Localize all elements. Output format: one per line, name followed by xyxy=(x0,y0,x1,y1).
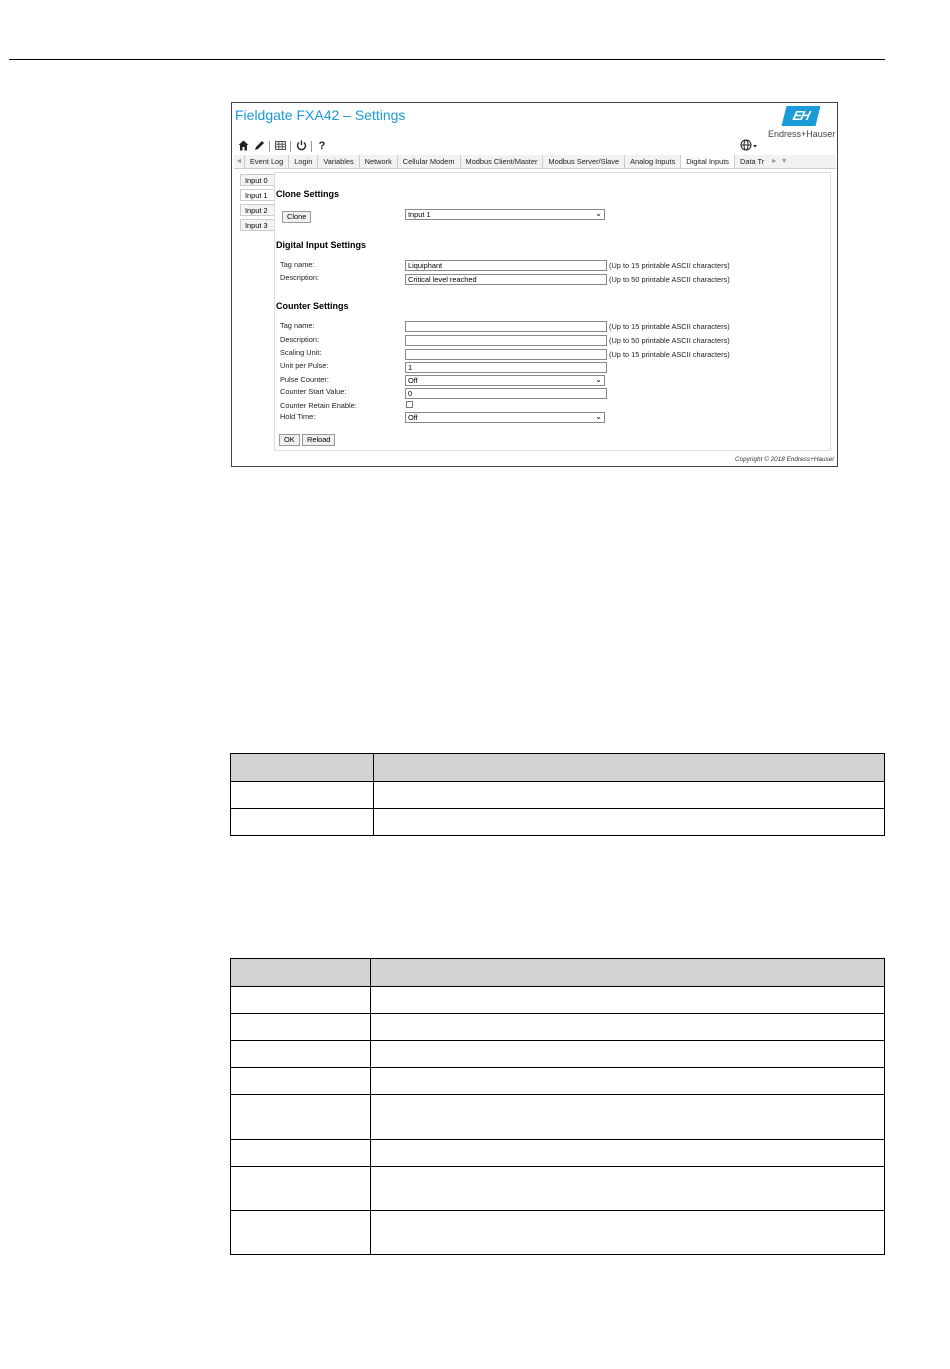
counter-description-label: Description: xyxy=(280,335,320,344)
clone-source-select[interactable] xyxy=(405,209,605,220)
digital-input-settings-heading: Digital Input Settings xyxy=(276,240,366,250)
language-selector[interactable] xyxy=(740,139,758,154)
counter-tag-name-input[interactable] xyxy=(405,321,607,332)
settings-tabs xyxy=(234,155,836,169)
scaling-unit-input[interactable] xyxy=(405,349,607,360)
table-cell xyxy=(231,1211,371,1255)
table-row xyxy=(231,1167,885,1211)
di-tag-name-label: Tag name: xyxy=(280,260,315,269)
counter-tag-name-label: Tag name: xyxy=(280,321,315,330)
di-description-hint: (Up to 50 printable ASCII characters) xyxy=(609,275,730,284)
ok-button[interactable]: OK xyxy=(279,434,300,446)
clone-button[interactable]: Clone xyxy=(282,211,311,223)
tabs-scroll-left-icon[interactable]: ◄ xyxy=(235,158,243,165)
counter-description-hint: (Up to 50 printable ASCII characters) xyxy=(609,336,730,345)
input-side-tabs xyxy=(240,174,274,234)
di-description-input[interactable]: Critical level reached xyxy=(405,274,607,285)
tabs-menu-icon[interactable]: ▼ xyxy=(780,158,788,165)
toolbar-separator xyxy=(269,141,270,152)
table-cell xyxy=(231,1140,371,1167)
tab-variables[interactable]: Variables xyxy=(317,155,358,168)
endress-hauser-logo xyxy=(768,106,838,142)
scaling-unit-hint: (Up to 15 printable ASCII characters) xyxy=(609,350,730,359)
copyright-text: Copyright © 2018 Endress+Hauser xyxy=(735,456,835,463)
di-tag-name-input[interactable]: Liquiphant xyxy=(405,260,607,271)
di-description-label: Description: xyxy=(280,273,320,282)
logo-text: Endress+Hauser xyxy=(768,129,836,139)
table-cell xyxy=(371,1014,885,1041)
unit-per-pulse-label: Unit per Pulse: xyxy=(280,361,329,370)
side-tab-input-1[interactable]: Input 1 xyxy=(240,189,274,201)
power-icon[interactable] xyxy=(295,140,307,152)
toolbar-separator xyxy=(290,141,291,152)
table-cell xyxy=(231,987,371,1014)
table-cell xyxy=(371,987,885,1014)
di-tag-name-hint: (Up to 15 printable ASCII characters) xyxy=(609,261,730,270)
table-row xyxy=(231,987,885,1014)
tab-data-transfer[interactable]: Data Tr xyxy=(734,155,769,168)
table-cell xyxy=(371,1041,885,1068)
tab-login[interactable]: Login xyxy=(288,155,317,168)
counter-retain-enable-label: Counter Retain Enable: xyxy=(280,401,357,410)
table-row xyxy=(231,1068,885,1095)
table-row xyxy=(231,1211,885,1255)
side-tab-input-0[interactable]: Input 0 xyxy=(240,174,274,186)
tab-analog-inputs[interactable]: Analog Inputs xyxy=(624,155,680,168)
counter-tag-name-hint: (Up to 15 printable ASCII characters) xyxy=(609,322,730,331)
clone-settings-heading: Clone Settings xyxy=(276,189,340,199)
table-row xyxy=(231,1014,885,1041)
table-2-header-cell xyxy=(231,959,371,987)
table-cell xyxy=(374,809,885,836)
tab-modbus-server-slave[interactable]: Modbus Server/Slave xyxy=(542,155,624,168)
chevron-down-icon: ⌄ xyxy=(595,375,602,384)
clone-source-value: Input 1 xyxy=(408,210,431,219)
tab-network[interactable]: Network xyxy=(359,155,397,168)
table-cell xyxy=(374,782,885,809)
app-title: Fieldgate FXA42 – Settings xyxy=(235,107,406,123)
table-2-header-cell xyxy=(371,959,885,987)
table-1 xyxy=(230,753,885,836)
table-cell xyxy=(231,1068,371,1095)
tab-cellular-modem[interactable]: Cellular Modem xyxy=(397,155,460,168)
counter-retain-enable-checkbox[interactable] xyxy=(406,401,413,408)
table-2 xyxy=(230,958,885,1255)
toolbar xyxy=(237,139,328,153)
reload-button[interactable]: Reload xyxy=(302,434,335,446)
logo-mark: EH xyxy=(782,106,821,126)
side-tab-input-2[interactable]: Input 2 xyxy=(240,204,274,216)
tab-event-log[interactable]: Event Log xyxy=(244,155,288,168)
counter-description-input[interactable] xyxy=(405,335,607,346)
table-1-header-cell xyxy=(374,754,885,782)
table-cell xyxy=(231,1095,371,1140)
table-cell xyxy=(371,1167,885,1211)
pulse-counter-select[interactable] xyxy=(405,375,605,386)
chevron-down-icon: ⌄ xyxy=(595,412,602,421)
table-row xyxy=(231,782,885,809)
grid-icon[interactable] xyxy=(274,140,286,152)
counter-start-value-input[interactable]: 0 xyxy=(405,388,607,399)
help-icon[interactable]: ? xyxy=(318,140,326,152)
chevron-down-icon: ⌄ xyxy=(595,209,602,218)
table-1-header-cell xyxy=(231,754,374,782)
table-1-header-row xyxy=(231,754,885,782)
table-cell xyxy=(231,1041,371,1068)
tabs-scroll-right-icon[interactable]: ► xyxy=(770,158,778,165)
hold-time-value: Off xyxy=(408,413,418,422)
pencil-icon[interactable] xyxy=(253,140,265,152)
page-top-rule xyxy=(9,59,885,60)
table-row xyxy=(231,1140,885,1167)
table-row xyxy=(231,1095,885,1140)
table-row xyxy=(231,1041,885,1068)
tab-modbus-client-master[interactable]: Modbus Client/Master xyxy=(460,155,543,168)
tab-digital-inputs[interactable]: Digital Inputs xyxy=(680,155,734,168)
settings-screenshot xyxy=(231,102,838,467)
table-cell xyxy=(231,1014,371,1041)
unit-per-pulse-input[interactable]: 1 xyxy=(405,362,607,373)
table-cell xyxy=(371,1211,885,1255)
table-cell xyxy=(231,782,374,809)
table-cell xyxy=(231,809,374,836)
toolbar-separator xyxy=(311,141,312,152)
pulse-counter-value: Off xyxy=(408,376,418,385)
table-cell xyxy=(371,1140,885,1167)
scaling-unit-label: Scaling Unit: xyxy=(280,348,322,357)
hold-time-label: Hold Time: xyxy=(280,412,316,421)
side-tab-input-3[interactable]: Input 3 xyxy=(240,219,274,231)
table-cell xyxy=(371,1068,885,1095)
pulse-counter-label: Pulse Counter: xyxy=(280,375,329,384)
hold-time-select[interactable] xyxy=(405,412,605,423)
table-row xyxy=(231,809,885,836)
counter-start-value-label: Counter Start Value: xyxy=(280,387,347,396)
table-cell xyxy=(371,1095,885,1140)
home-icon[interactable] xyxy=(237,140,249,152)
table-cell xyxy=(231,1167,371,1211)
counter-settings-heading: Counter Settings xyxy=(276,301,349,311)
table-2-header-row xyxy=(231,959,885,987)
